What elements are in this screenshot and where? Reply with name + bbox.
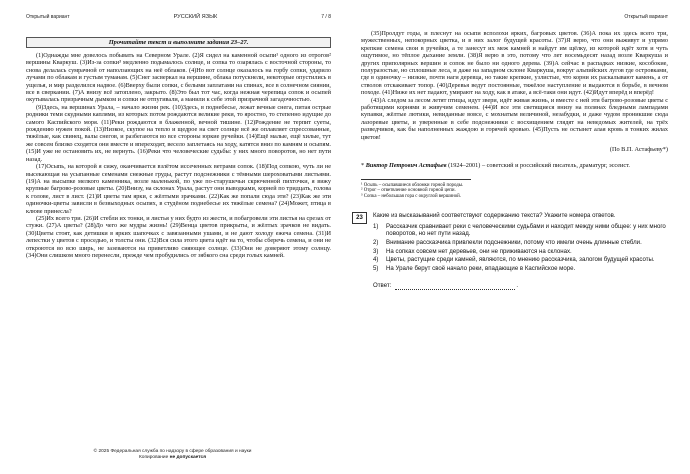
copy-warning: Копирование не допускается [139,455,206,460]
page-header [26,0,331,20]
answer-option: 1) Рассказчик сравнивает реки с человеческими судьбами и находит между ними общее: у них много поворотов, но нет пути назад. [373,222,666,238]
answer-option: 3) На сопках совсем нет деревьев, они не приживаются на склонах. [373,247,572,255]
answer-field[interactable] [395,283,515,290]
question-23 [356,212,668,290]
answer-option: 5) На Урале берут своё начало реки, впадающие в Каспийское море. [373,264,576,272]
text-paragraph: (9)Здесь, на вершинах Урала, – начало жизни рек. (10)Здесь, в поднебесье, лежат вечные снега, питая острые родники теми скудными каплями, из которых потом рождаются великие реки, то яростно, то степенно идущие до самого Каспийского моря. (11)Реки рождаются в блаженной, вечной тишине. (12)Рождение не терпит суеты, рождению нужен покой. (13)Низкое, скупое на тепло и щедрое на свет солнце всё же оплавляет спрессованные, тяжёлые, как свинец, валы снегов, и разбегаются во все стороны юркие ручейки. (14)Ещё малые, ещё хилые, тут же совсем близко сходятся они вместе и впереходят, весело заплетаясь на ходу, катятся вниз по камням и осыпям. (15)И уже не остановить их, не вернуть. (16)Реки что человеческие судьбы: у них много поворотов, но нет пути назад. [26,103,331,163]
footnote: ¹ Осыпь – осыпавшиеся обломки горной породы. [361,182,464,188]
author-bio: * Виктор Петрович Астафьев (1924–2001) – советский и российский писатель, драматург, эссеист. [361,162,630,170]
copyright-line: © 2025 Федеральная служба по надзору в сфере образования и науки [93,449,252,454]
answer-row: Ответ: . [373,282,519,290]
variant-label: Открытый вариант [624,14,668,20]
text-paragraph: (17)Осыпь, на которой я сижу, оканчивается взлётом иссеченных ветрами сопок. (18)Под сопкою, чуть ли не высекающая на усыпанные семенами снежные груды, растут подснежники с тёмными шероховатыми листьями. (19)А на высыпке мелкого каменника, возле маленькой, по уже по-старушечьи скрюченной пихточки, я вижу крупные багрово-розовые цветы. (20)Внизу, на склонах Урала, растут они выводками, корней по тридцать, голова к голове, лист в лист. (21)И цветы там ярки, с жёлтыми зрачками. (22)Как же попали сюда эти? (23)Как же эти одиночки-цветы зависли в безвыходных осыпях, в студёном поднебесье их тяжёлые семена? (24)Может, птица в клюве принесла? [26,163,331,215]
footnote-divider [361,179,471,180]
text-paragraph: (25)Их всего три. (26)И стебли их тонки, и листья у них будто из жести, и побагровели эти листья на срезах от стужи. (27)А цветы? (28)До чего же мудры жизнь! (29)Венца цветов прикрыты, и жёлтых зрачков не видать. (30)Цветы стоят, как детишки в ярких шапочках с завязанными ушами, и не дают холоду ежеча семена. (31)И лепестки у цветов с проседью, и толсты они. (32)Вся сила этого цвета идёт на то, чтобы сберечь семена, и они не откроются во всю ширь, не зазеваются на приветливо сияющее солнце. (33)Они не доверяют этому солнцу. (34)Они слишком много перенесли, прежде чем пробудились от зябкого сна среди голых камней. [26,214,331,259]
footnote: ³ Сопка – небольшая гора с округлой вершиной. [361,194,461,200]
author-name: Виктор Петрович Астафьев [365,162,447,170]
subject-label: РУССКИЙ ЯЗЫК [173,14,218,20]
footnotes [361,183,668,201]
text-body [26,52,331,259]
variant-label: Открытый вариант [26,14,70,20]
text-paragraph: (43)А следом за лесом летят птицы, идут звери, идёт живая жизнь, и вместе с ней эти багрово-розовые цветы с работящими корнями и живучим семенем. (44)И все эти светящиеся внизу на полянах бледными лампадами купавки, жёлтые лютики, невиданные вовсе, с мохнатым величиной, незабудки, и даже чудом проникшие сюда лазоревые цветы, и уверенные в себе подснежники с восхищением глядят на неведомых жителей, на трёх разведчиков, как бы наполненных жаждою и горячей кровью. (45)Пусть не остынет алая кровь в тонких жилах цветов! [361,96,668,141]
answer-option: 2) Внимание рассказчика привлекли подснежники, потому что имели очень длинные стебли. [373,239,642,246]
answer-label: Ответ: [373,282,392,290]
page-header [361,0,668,20]
text-body-continued [361,30,668,141]
footnote: ² Отрог – ответвление основной горной цепи. [361,188,456,194]
right-page [345,0,690,474]
answer-options [373,223,668,273]
text-paragraph: (35)Пролдут годы, и плеснут на осыпи всполохи ярких, багровых цветов. (36)А пока их здесь всего три, мужественных, непокорных цветка, и в них залог будущей красоты. (37)Я верю, что они выживут и упрямо крепкие семена свои в ручейки, а те занесут их меж камней и найдут им щёлку, из которой идёт хотя и чуть ощутимое, но тёплое дыхание земли. (38)Я верю в это, потому что лет восемьдесят назад возле Кваркуша и других приполярных вершин и сопок не было ни одного дерева. (39)А сейчас в распадках низкие, кособокие, полуразостые, но сплошные леса, и даже на западном склоне Кваркуша, вокруг альпийских лугов где островками, где в одиночку – низкие, почти наги деревца, но такие крепкие, узлистые, что корни их раскалывают камень, а от стволов отскакивает топор. (40)Деревья ведут постоянные, тяжёлое наступление и выдаются в борьбе, в вечном походе. (41)Ниже их нет падают, умирают на ходу, как в атаке, а всё-таки они идут. (42)Идут вперёд и вперёд! [361,30,668,97]
page-footer [0,449,345,461]
question-prompt: Какие из высказываний соответствуют содержанию текста? Укажите номера ответов. [373,212,616,220]
page-number: 7 / 8 [321,14,331,20]
answer-option: 4) Цветы, растущие среди камней, являются, по мнению рассказчика, залогом будущей красоты. [373,256,655,264]
text-paragraph: (1)Однажды мне довелось побывать на Северном Урале. (2)Я сидел на каменной осыпи¹ одного из отрогов² вершины Кваркуш. (3)Из-за сопки³ медленно подымалось солнце, и сопка то озарялась с восточной стороны, то снова делалась сумрачной от наползающих на неё облаков. (4)Но вот солнце оказалось на горбу сопки, ударило лучами по облакам и густым туманам. (5)Снег засверкал на вершине, облака потускнели, некоторые опустились в ущелья, и мир разделился надвое. (6)Вверху были сопки, с белыми заплатами на спинах, все в солнечном сиянии, все в сверкании. (7)А внизу всё затоплено, закрыто. (8)Это был тот час, когда нежная черепица сопок и осыпей окутывалась призрачным дымком и сопки не отпугивали, а манили к себе этой призрачной загадочностью. [26,52,331,104]
task-instruction: Прочитайте текст и выполните задания 23–27. [26,37,331,48]
question-number-box: 23 [352,212,367,224]
question-body [373,212,668,290]
source-attribution: (По В.П. Астафьеву*) [609,146,668,154]
